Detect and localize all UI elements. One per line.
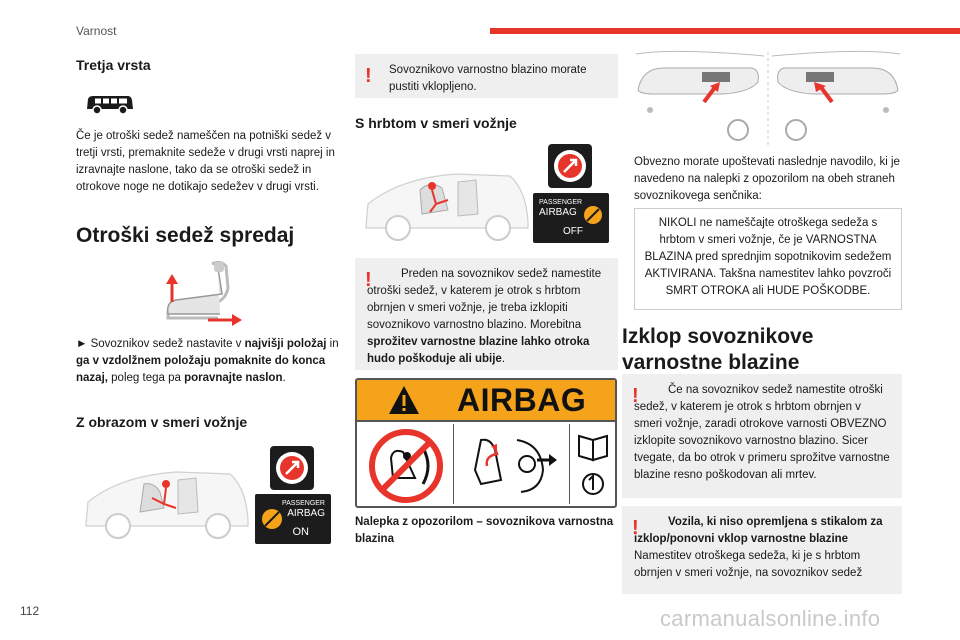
warning-icon-2: !	[365, 269, 372, 291]
heading-disable-airbag: Izklop sovoznikove varnostne blazine	[622, 325, 814, 374]
warning4-text: Namestitev otroškega sedeža, ki je s hrbtom obrnjen v smeri vožnje, na sovoznikov sedež	[634, 550, 863, 579]
passenger-airbag-on-indicator	[270, 446, 314, 490]
front-seat-text	[76, 336, 342, 387]
passenger-airbag-on-label	[255, 494, 331, 544]
front-text-1: ► Sovoznikov sedež nastavite v	[76, 338, 245, 350]
van-icon	[84, 92, 136, 116]
heading-rear-facing: S hrbtom v smeri vožnje	[355, 115, 517, 131]
car-forward-facing-illustration	[80, 458, 252, 540]
header-accent-bar	[490, 28, 960, 34]
heading-forward-facing: Z obrazom v smeri vožnje	[76, 414, 248, 430]
third-row-text: Če je otroški sedež nameščen na potniški sedež v tretji vrsti, premaknite sedeže v drugi vrsti naprej in izravnajte naslone, tako da se otroški sedež in otrokove noge ne dotikajo sedežev v drugi vrsti.	[76, 130, 335, 193]
warning4-bold: Vozila, ki niso opremljena s stikalom za izklop/ponovni vklop varnostne blazine	[634, 516, 883, 545]
airbag-off-icon	[583, 205, 603, 225]
warning-rear-facing	[355, 258, 618, 370]
front-text-b1: najvišji položaj	[244, 338, 327, 350]
passenger-airbag-off-label	[533, 193, 609, 243]
no-rear-facing-seat-icon	[363, 428, 449, 504]
front-text-b3: poravnajte naslon	[184, 372, 283, 384]
airbag-deploy-icon	[270, 446, 314, 490]
warning2-end: .	[501, 353, 506, 365]
label-caption: Nalepka z opozorilom – sovoznikova varnostna blazina	[355, 516, 614, 545]
airbag-deploy-seat-icon	[461, 430, 565, 500]
warning-icon: !	[365, 65, 372, 87]
warning1-text: Sovoznikovo varnostno blazino morate pustiti vklopljeno.	[389, 64, 587, 93]
passenger-airbag-deploy-indicator	[548, 144, 592, 188]
warning-no-switch	[622, 506, 902, 594]
warning3-text: Če na sovoznikov sedež namestite otroški sedež, v katerem je otrok s hrbtom obrnjen v smeri vožnje, zaradi otrokove varnosti OBVEZNO izklopite sovoznikovo varnostno blazino. Sicer tvegate, da bo otrok v primeru sprožitve varnostne blazine resno poškodovan ali mrtev.	[634, 384, 890, 481]
airbag-on-state: ON	[292, 526, 309, 538]
sun-visor-label-illustration	[634, 50, 902, 146]
heading-third-row: Tretja vrsta	[76, 57, 151, 73]
front-text-4: .	[282, 372, 286, 384]
airbag-deploy-icon-2	[548, 144, 592, 188]
warning-keep-airbag-on	[355, 54, 618, 98]
warning2-bold: sprožitev varnostne blazine lahko otroka hudo poškoduje ali ubije	[367, 336, 590, 365]
heading-front-seat: Otroški sedež spredaj	[76, 224, 295, 247]
airbag-on-line2: AIRBAG	[287, 508, 325, 519]
visor-intro-text: Obvezno morate upoštevati naslednje navodilo, ki je navedeno na nalepki z opozorilom na obeh straneh sovoznikovega senčnika:	[634, 156, 900, 202]
front-text-3: poleg tega pa	[107, 372, 185, 384]
child-seat-off-icon	[261, 508, 283, 530]
warning2-text	[367, 266, 608, 368]
page-number: 112	[20, 604, 40, 618]
warning-icon-4: !	[632, 517, 639, 539]
manual-reference-icon	[575, 430, 613, 500]
car-rear-facing-illustration	[360, 160, 532, 242]
warning-disable-airbag	[622, 374, 902, 498]
airbag-off-line1: PASSENGER	[539, 199, 583, 206]
warning-triangle-icon	[387, 384, 421, 416]
watermark: carmanualsonline.info	[660, 606, 881, 631]
seat-adjust-illustration	[148, 258, 248, 328]
airbag-off-state: OFF	[563, 226, 583, 237]
section-title: Varnost	[76, 24, 117, 38]
warning-icon-3: !	[632, 385, 639, 407]
airbag-warning-label	[355, 378, 617, 508]
front-text-2: in	[326, 338, 339, 350]
framed-notice: NIKOLI ne nameščajte otroškega sedeža s hrbtom v smeri vožnje, če je VARNOSTNA BLAZINA pred sprednjim sopotnikovim sedežem AKTIVIRANA. Takšna namestitev lahko povzroči SMRT OTROKA ali HUDE POŠKODBE.	[634, 208, 902, 310]
airbag-label-title: AIRBAG	[457, 382, 587, 418]
airbag-off-line2: AIRBAG	[539, 207, 577, 218]
warning2-body: Preden na sovoznikov sedež namestite otroški sedež, v katerem je otrok s hrbtom obrnjen v smeri vožnje, je treba izklopiti sovoznikovo varnostno blazino. Morebitna	[367, 268, 602, 331]
front-text-b2: ga v vzdolžnem položaju pomaknite do konca nazaj,	[76, 355, 326, 384]
airbag-on-line1: PASSENGER	[281, 500, 325, 507]
